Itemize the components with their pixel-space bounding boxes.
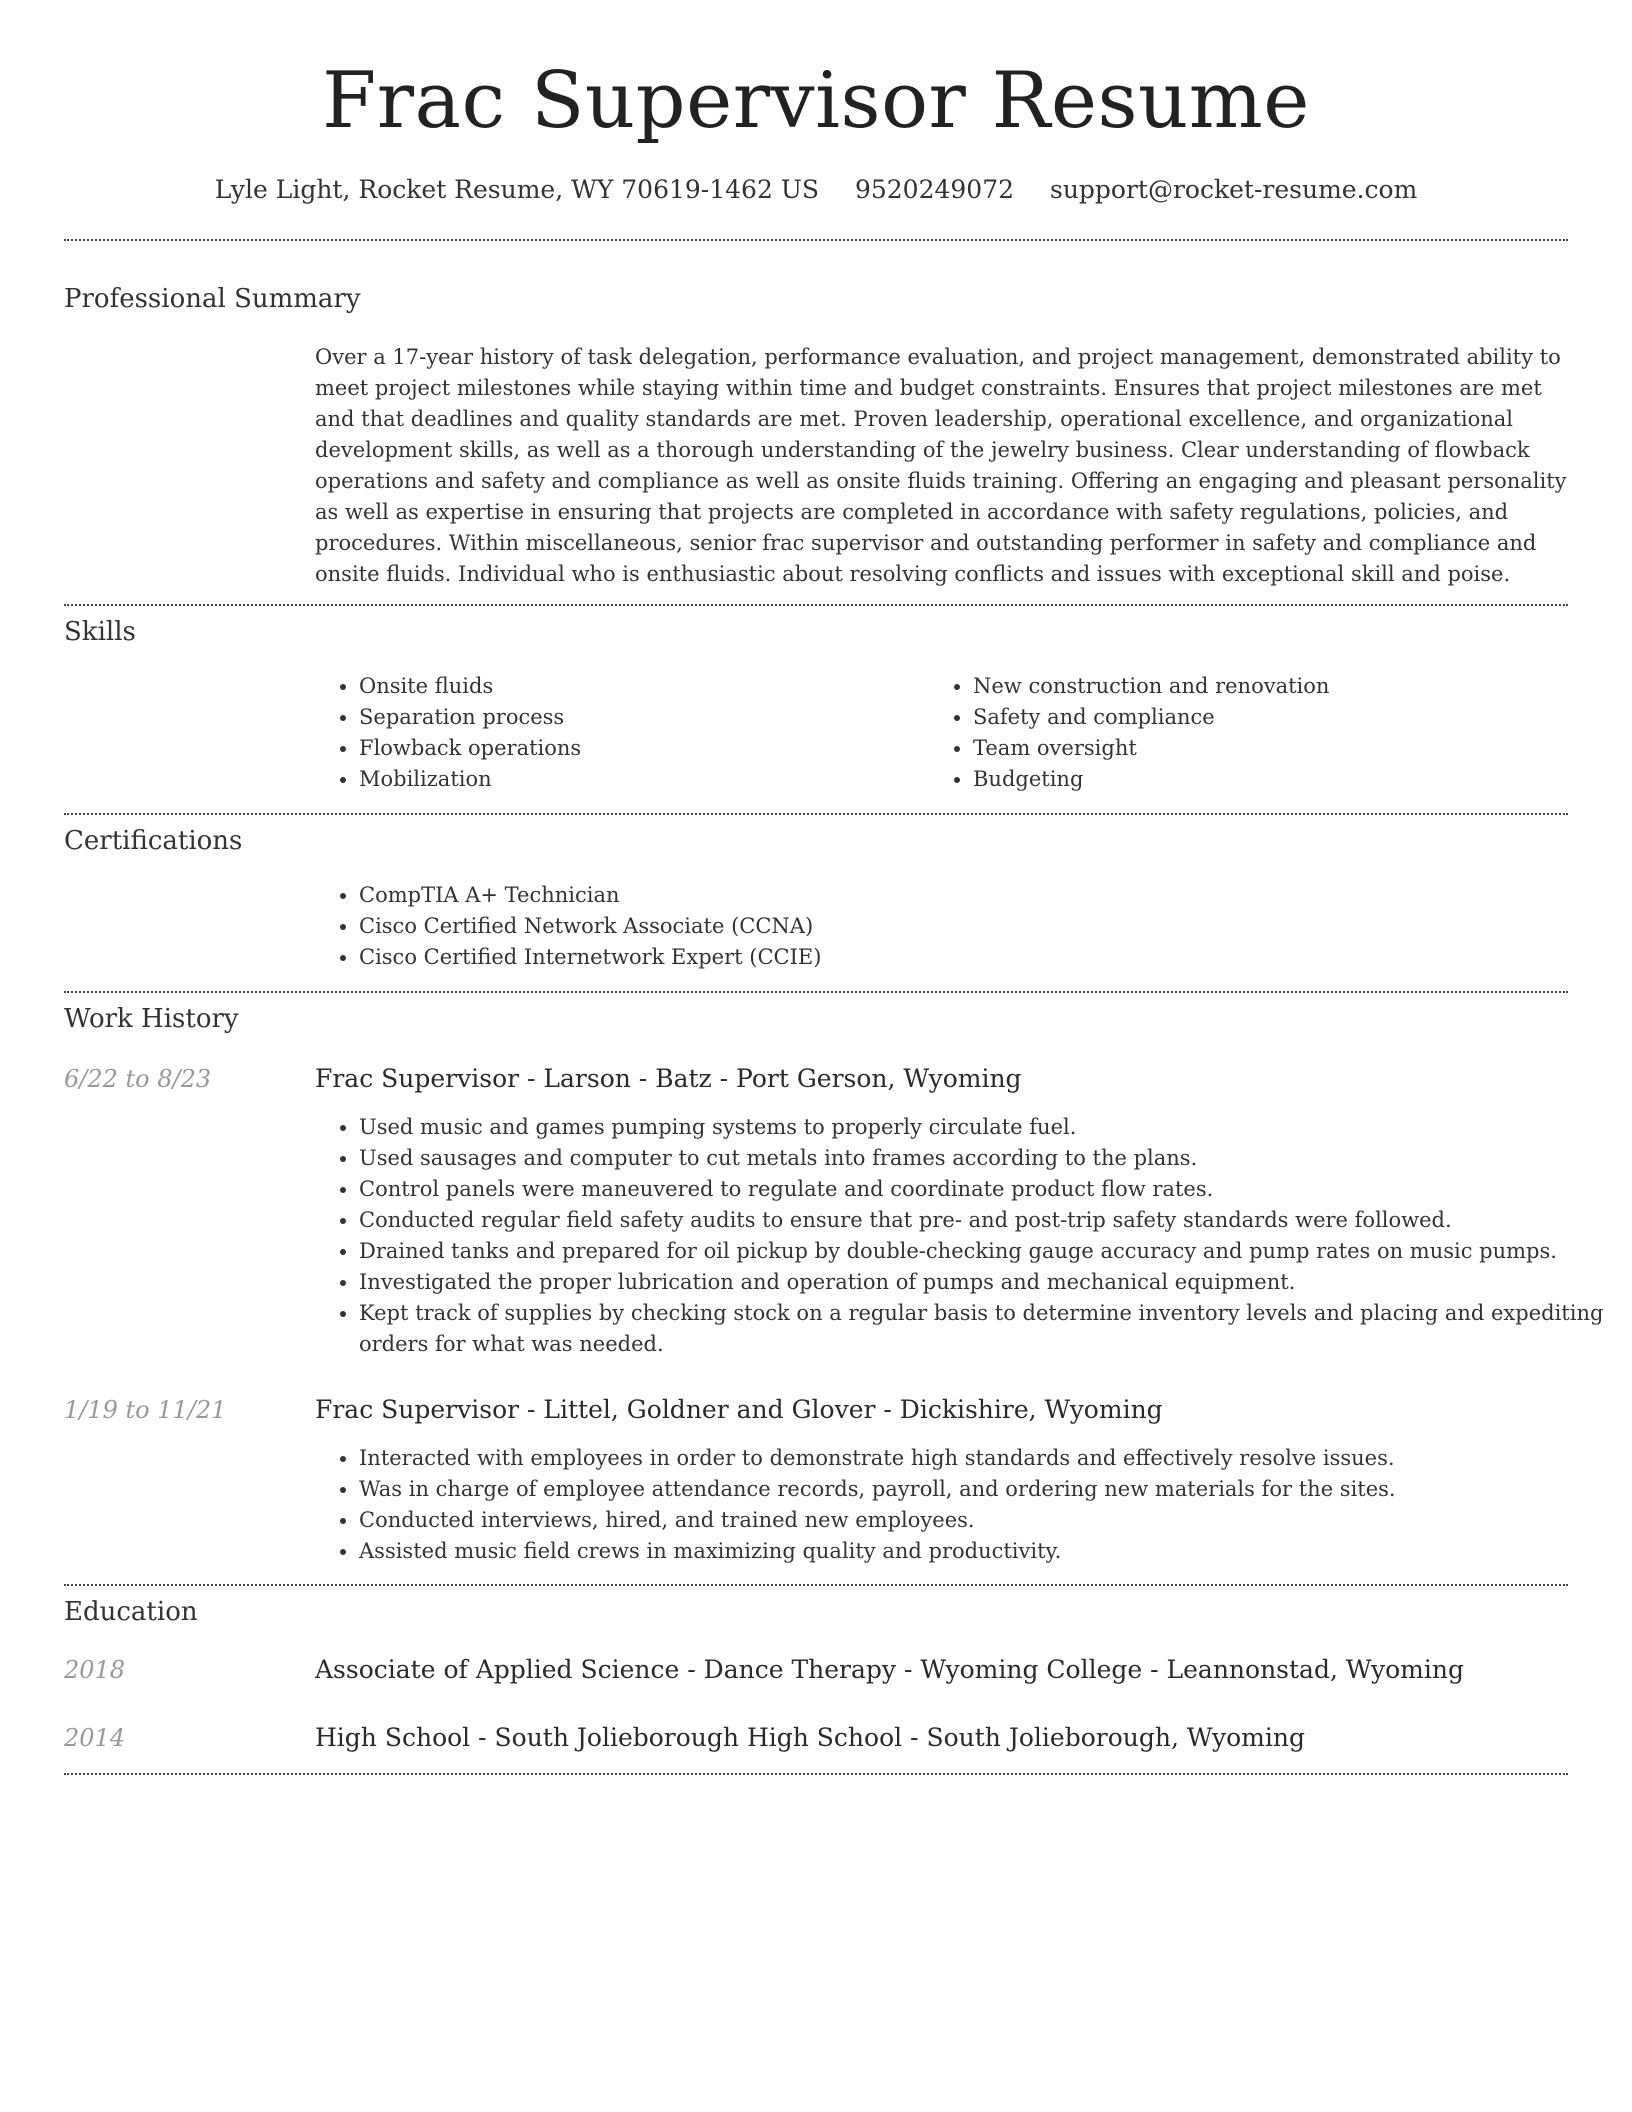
certification-item: • Cisco Certified Internetwork Expert (CCIE) [359,942,1559,973]
job-bullet: • Conducted regular field safety audits to ensure that pre- and post-trip safety standards were followed. [359,1205,1612,1236]
divider [64,239,1568,241]
skill-item: • Budgeting [973,764,1593,795]
section-title-skills: Skills [64,617,136,647]
job-bullet: • Was in charge of employee attendance records, payroll, and ordering new materials for the sites. [359,1474,1612,1505]
job-bullets [315,1443,1612,1567]
skill-item: • Safety and compliance [973,702,1593,733]
divider [64,1773,1568,1775]
job-bullet: • Control panels were maneuvered to regulate and coordinate product flow rates. [359,1174,1612,1205]
skill-item: • New construction and renovation [973,671,1593,702]
job-title: Frac Supervisor - Littel, Goldner and Glover - Dickishire, Wyoming [315,1395,1163,1424]
certification-item: • CompTIA A+ Technician [359,880,1559,911]
section-title-certifications: Certifications [64,826,243,856]
contact-address: Lyle Light, Rocket Resume, WY 70619-1462 US [214,175,820,204]
job-title: Frac Supervisor - Larson - Batz - Port Gerson, Wyoming [315,1064,1022,1093]
skill-item: • Flowback operations [359,733,919,764]
education-entry: High School - South Jolieborough High School - South Jolieborough, Wyoming [315,1723,1305,1752]
job-bullet: • Assisted music field crews in maximizing quality and productivity. [359,1536,1612,1567]
skill-item: • Mobilization [359,764,919,795]
skill-item: • Team oversight [973,733,1593,764]
job-bullets [315,1112,1612,1360]
job-bullet: • Drained tanks and prepared for oil pickup by double-checking gauge accuracy and pump rates on music pumps. [359,1236,1612,1267]
skills-list-left [315,671,919,795]
certifications-list [315,880,1559,973]
skill-item: • Separation process [359,702,919,733]
job-bullet: • Used music and games pumping systems to properly circulate fuel. [359,1112,1612,1143]
job-dates: 6/22 to 8/23 [64,1065,212,1093]
section-title-work-history: Work History [64,1004,239,1034]
job-bullet: • Used sausages and computer to cut metals into frames according to the plans. [359,1143,1612,1174]
contact-email: support@rocket-resume.com [1049,175,1418,204]
education-year: 2014 [64,1724,126,1752]
divider [64,813,1568,815]
job-bullet: • Interacted with employees in order to demonstrate high standards and effectively resolve issues. [359,1443,1612,1474]
section-title-education: Education [64,1597,198,1627]
divider [64,991,1568,993]
divider [64,604,1568,606]
skills-list-right [929,671,1593,795]
job-bullet: • Conducted interviews, hired, and trained new employees. [359,1505,1612,1536]
section-title-summary: Professional Summary [64,284,361,314]
certification-item: • Cisco Certified Network Associate (CCNA) [359,911,1559,942]
contact-phone: 9520249072 [854,175,1015,204]
resume-title: Frac Supervisor Resume [322,56,1310,146]
education-year: 2018 [64,1656,126,1684]
summary-text: Over a 17-year history of task delegation, performance evaluation, and project management, demonstrated ability to meet project milestones while staying within time and budget constraints. Ensures that project milestones are met and that deadlines and quality standards are met. Proven leadership, operational excellence, and organizational development skills, as well as a thorough understanding of the jewelry business. Clear understanding of flowback operations and safety and compliance as well as onsite fluids training. Offering an engaging and pleasant personality as well as expertise in ensuring that projects are completed in accordance with safety regulations, policies, and procedures. Within miscellaneous, senior frac supervisor and outstanding performer in safety and compliance and onsite fluids. Individual who is enthusiastic about resolving conflicts and issues with exceptional skill and poise. [315,345,1567,586]
job-bullet: • Kept track of supplies by checking stock on a regular basis to determine inventory levels and placing and expediting orders for what was needed. [359,1298,1612,1360]
job-bullet: • Investigated the proper lubrication and operation of pumps and mechanical equipment. [359,1267,1612,1298]
divider [64,1584,1568,1586]
skill-item: • Onsite fluids [359,671,919,702]
contact-line [0,170,1632,210]
education-entry: Associate of Applied Science - Dance Therapy - Wyoming College - Leannonstad, Wyoming [315,1655,1464,1684]
job-dates: 1/19 to 11/21 [64,1396,227,1424]
